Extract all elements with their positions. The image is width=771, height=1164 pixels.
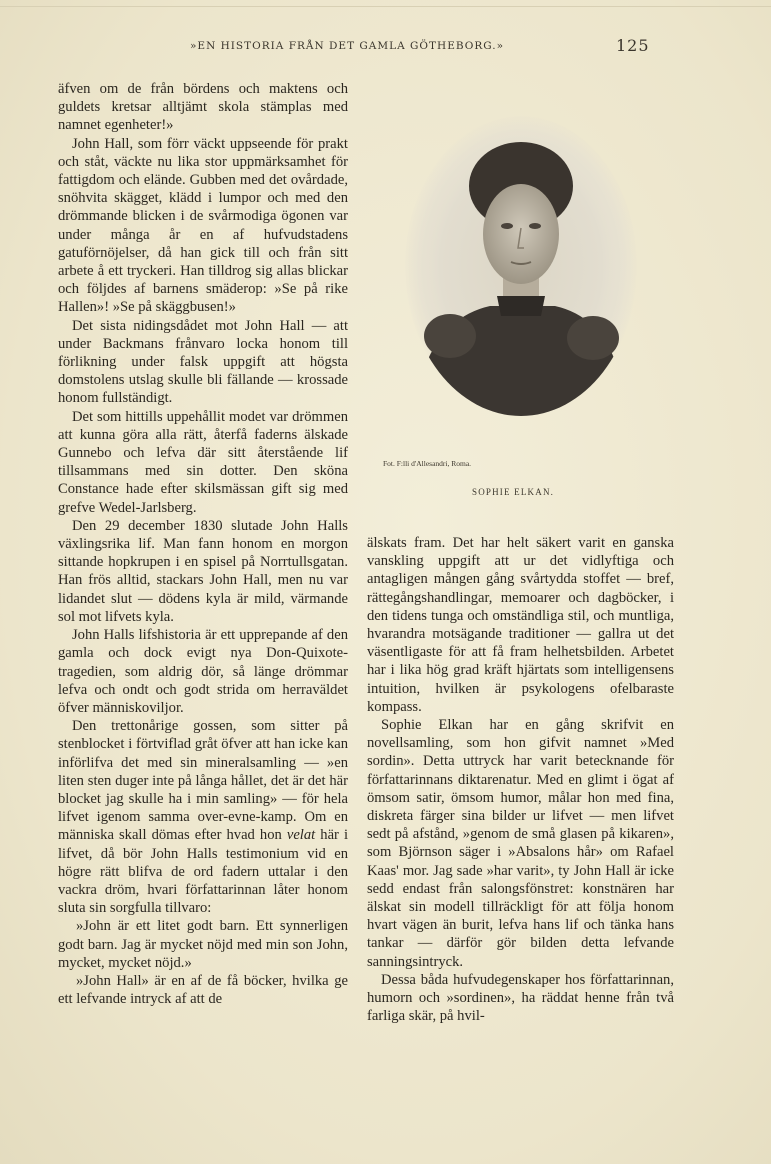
paragraph: »John Hall» är en af de få böcker, hvilka ge ett lefvande intryck af att de [58, 972, 348, 1008]
paragraph: äfven om de från bördens och maktens och guldets kretsar alltjämt skola stämplas med namnet egenheter!» [58, 81, 348, 134]
running-head: »EN HISTORIA FRÅN DET GAMLA GÖTHEBORG.» [190, 40, 505, 52]
paragraph: Dessa båda hufvudegenskaper hos författarinnan, humorn och »sordinen», ha räddat henne från två farliga skär, på hvil- [367, 971, 674, 1025]
portrait-image [405, 116, 637, 416]
paragraph: Det som hittills uppehållit modet var drömmen att kunna göra alla rätt, återfå faderns älskade Gunnebo och lefva där sitt återstående lif tillsammans med sin dotter. Den sköna Constance hade efter skilsmässan gift sig med grefve Wedel-Jarlsberg. [58, 408, 348, 516]
photo-caption: SOPHIE ELKAN. [472, 487, 555, 497]
paragraph: Sophie Elkan har en gång skrifvit en novellsamling, som hon gifvit namnet »Med sordin». Detta uttryck har varit betecknande för författarinnans diktarenatur. Med en glimt i ögat af ömsom satir, ömsom humor, målar hon med fina, diskreta färger sina bilder ur lifvet — men lifvet sedt på afstånd, »genom de små glasen på kikaren», som Björnson säger i »Absalons hår» om Rafael Kaas' mor. Jag sade »har varit», ty John Hall är icke sedd endast från salongsfönstret: konstnären har älskat sin modell tillräckligt för att följa honom hvart vägen än burit, lefva hans lif och tänka hans tankar — därför gör bilden detta lefvande sanningsintryck. [367, 717, 674, 970]
paragraph: älskats fram. Det har helt säkert varit en ganska vanskling uppgift att ur det vidlyftiga och antagligen mången gång svårtydda stoffet — bref, rättegångshandlingar, memoarer och dagböcker, i den tidens tunga och omständliga stil, och muntliga, hvarandra motsägande traditioner — gallra ut det väsentligaste för att få fram helhetsbilden. Arbetet har i lika hög grad kräft hjärtats som intelligensens intuition, hvilken är psykologens ofelbaraste kompass. [367, 535, 674, 715]
emphasis: velat [286, 827, 316, 844]
portrait-photo [405, 116, 637, 416]
paragraph: John Halls lifshistoria är ett upprepande af den gamla och dock evigt nya Don-Quixote-tragedien, som aldrig dör, så länge drömmar lefva och ondt och godt strida om herraväldet öfver människoviljor. [58, 627, 348, 716]
right-column [367, 534, 674, 1025]
paragraph: Den 29 december 1830 slutade John Halls växlingsrika lif. Man fann honom en morgon sittande hopkrupen i en spisel på Norrtullsgatan. Han frös alltid, stackars John Hall, men nu var lidandet slut — dödens kyla är mild, värmande sol mot lifvets kyla. [58, 517, 348, 625]
quote: »John är ett litet godt barn. Ett synnerligen godt barn. Jag är mycket nöjd med min son John, mycket, mycket nöjd.» [58, 918, 348, 971]
photo-credit: Fot. F:lli d'Allesandri, Roma. [383, 459, 472, 468]
paragraph [58, 717, 348, 917]
paragraph-text: Den trettonårige gossen, som sitter på stenblocket i förtviflad gråt öfver att han icke kan införlifva det med sin mineralsamling — »en liten sten duger inte på långa hållet, det är det här blocket jag skulle ha i min samling» — för hela lifvet igenom samma over-evne-kamp. Om en människa skall dömas efter hvad hon [58, 718, 348, 844]
left-column [58, 80, 348, 1008]
paragraph: John Hall, som förr väckt uppseende för prakt och ståt, väckte nu lika stor uppmärksamhet för fattigdom och elände. Gubben med det ovårdade, snöhvita skägget, klädd i lumpor och med den drömmande blicken i de svårmodiga ögonen var under många år en af hufvudstadens gatuförnöjelser, då han gick till och från sitt arbete å ett tryckeri. Han tilldrog sig allas blickar och följdes af barnens smäderop: »Se på rike Hallen»! »Se på skäggbusen!» [58, 135, 348, 316]
paragraph-text: här i lifvet, då bör John Halls testimonium vid en högre rätt blifva de ord fadern uttalar i den vackra dröm, hvari författarinnan låter honom sluta sin sorgfulla tillvaro: [58, 827, 348, 917]
page-number: 125 [616, 36, 650, 55]
paragraph: Det sista nidingsdådet mot John Hall — att under Backmans frånvaro locka honom till förlikning under falsk uppgift att högsta domstolens utslag skulle bli fällande — krossade honom fullständigt. [58, 317, 348, 407]
page-edge [0, 6, 771, 7]
